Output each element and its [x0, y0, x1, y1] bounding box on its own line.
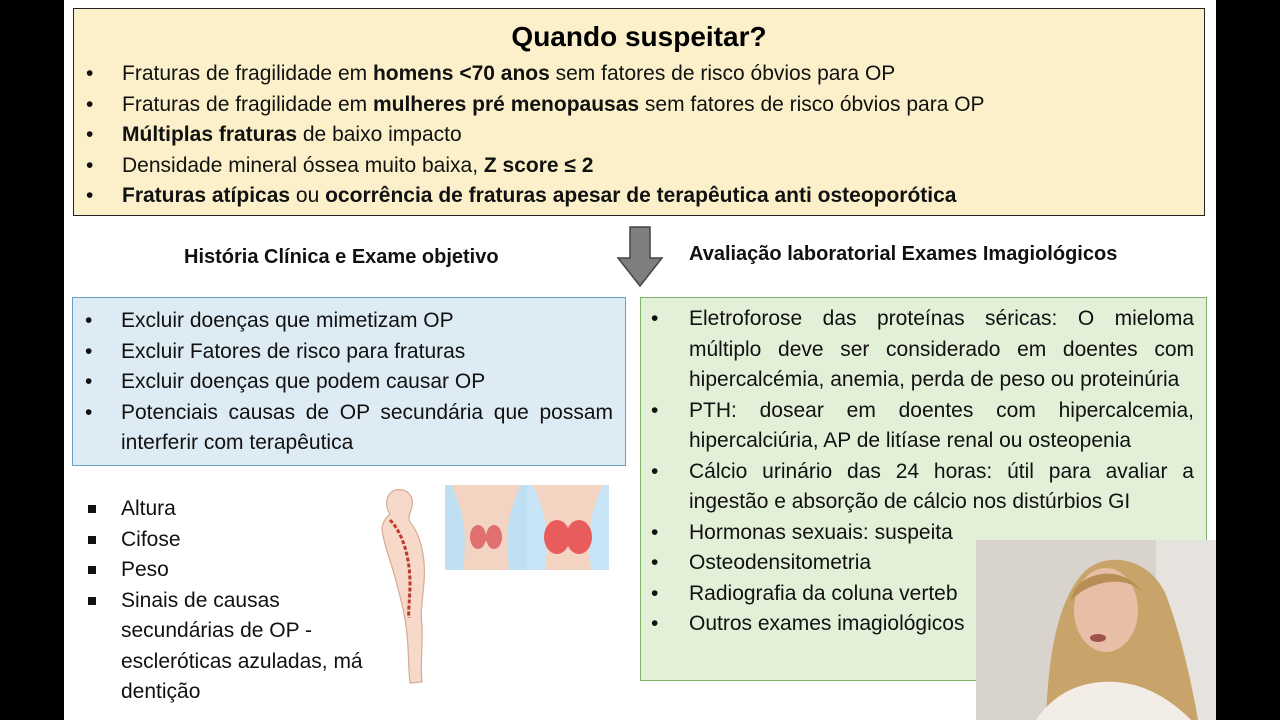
item-text: de baixo impacto — [297, 123, 462, 146]
thyroid-comparison-image — [445, 485, 609, 570]
suspicion-item — [86, 120, 1194, 151]
physical-exam-item — [84, 494, 364, 525]
item-text: sem fatores de risco óbvios para OP — [639, 92, 985, 116]
lab-exam-item — [651, 304, 1194, 396]
item-text: Outros exames imagiológicos — [689, 612, 965, 635]
item-text: Cifose — [121, 527, 181, 551]
item-text: Densidade mineral óssea muito baixa, — [122, 153, 484, 177]
lab-heading: Avaliação laboratorial Exames Imagiológicos — [689, 243, 1118, 265]
bullet-icon: • — [651, 581, 659, 605]
item-text: Eletroforose das proteínas séricas: O mieloma múltiplo deve ser considerado em doentes com hipercalcémia, anemia, perda de peso ou proteinúria — [689, 307, 1194, 391]
physical-exam-item — [84, 586, 364, 708]
bullet-icon: • — [651, 551, 659, 574]
item-text: Fraturas de fragilidade em — [122, 62, 373, 85]
clinical-history-item — [85, 398, 613, 459]
item-text: Fraturas de fragilidade em — [122, 92, 373, 116]
emphasis-text: ocorrência de fraturas apesar de terapêutica anti osteoporótica — [325, 184, 957, 207]
bullet-icon: • — [86, 62, 94, 85]
item-text: sem fatores de risco óbvios para OP — [549, 62, 896, 85]
item-text: Hormonas sexuais: suspeita — [689, 520, 953, 544]
item-text: Excluir Fatores de risco para fraturas — [121, 339, 466, 363]
item-text: Excluir doenças que mimetizam OP — [121, 309, 454, 332]
square-bullet-icon — [88, 536, 96, 544]
emphasis-text: mulheres pré menopausas — [372, 92, 640, 116]
item-text: Potenciais causas de OP secundária que possam interferir com terapêutica — [121, 400, 613, 454]
bullet-icon: • — [651, 520, 659, 544]
item-text: Altura — [121, 497, 176, 520]
item-text: Osteodensitometria — [689, 551, 872, 574]
kyphosis-body-illustration — [376, 486, 436, 686]
bullet-icon: • — [86, 123, 94, 146]
item-text: ou — [290, 184, 326, 207]
bullet-icon: • — [85, 339, 93, 363]
presenter-webcam — [976, 540, 1216, 720]
emphasis-text: Múltiplas fraturas — [122, 123, 298, 146]
bullet-icon: • — [86, 153, 94, 177]
clinical-history-item — [85, 337, 613, 368]
suspicion-item — [86, 151, 1194, 182]
item-text: PTH: dosear em doentes com hipercalcemia, hipercalciúria, AP de litíase renal ou osteopenia — [689, 398, 1194, 452]
lab-exam-item — [651, 396, 1194, 457]
item-text: Peso — [121, 558, 169, 581]
bullet-icon: • — [85, 400, 93, 424]
clinical-history-list — [85, 306, 613, 459]
emphasis-text: homens <70 anos — [372, 62, 550, 85]
item-text: Cálcio urinário das 24 horas: útil para avaliar a ingestão e absorção de cálcio nos distúrbios GI — [689, 459, 1194, 513]
bullet-icon: • — [86, 92, 94, 116]
suspicion-box — [73, 8, 1205, 216]
presenter-video-image — [976, 540, 1216, 720]
square-bullet-icon — [88, 566, 96, 574]
physical-exam-item — [84, 555, 364, 586]
bullet-icon: • — [85, 370, 93, 393]
clinical-history-item — [85, 367, 613, 398]
bullet-icon: • — [85, 309, 93, 332]
item-text: Sinais de causas secundárias de OP - escleróticas azuladas, má dentição — [121, 588, 363, 703]
emphasis-text: Z score ≤ 2 — [483, 153, 594, 177]
bullet-icon: • — [651, 612, 659, 635]
clinical-history-box — [72, 297, 626, 466]
emphasis-text: Fraturas atípicas — [122, 184, 291, 207]
square-bullet-icon — [88, 597, 96, 605]
suspicion-title: Quando suspeitar? — [511, 21, 767, 52]
square-bullet-icon — [88, 505, 96, 513]
history-heading: História Clínica e Exame objetivo — [184, 246, 499, 268]
down-arrow-icon — [616, 226, 664, 288]
physical-exam-item — [84, 525, 364, 556]
lab-exam-item — [651, 457, 1194, 518]
bullet-icon: • — [651, 398, 659, 422]
clinical-history-item — [85, 306, 613, 337]
suspicion-list — [86, 59, 1194, 212]
suspicion-item — [86, 90, 1194, 121]
suspicion-item — [86, 181, 1194, 212]
physical-exam-list — [84, 494, 364, 708]
bullet-icon: • — [651, 307, 659, 330]
bullet-icon: • — [651, 459, 659, 483]
item-text: Excluir doenças que podem causar OP — [121, 370, 486, 393]
bullet-icon: • — [86, 184, 94, 207]
item-text: Radiografia da coluna verteb — [689, 581, 958, 605]
suspicion-item — [86, 59, 1194, 90]
